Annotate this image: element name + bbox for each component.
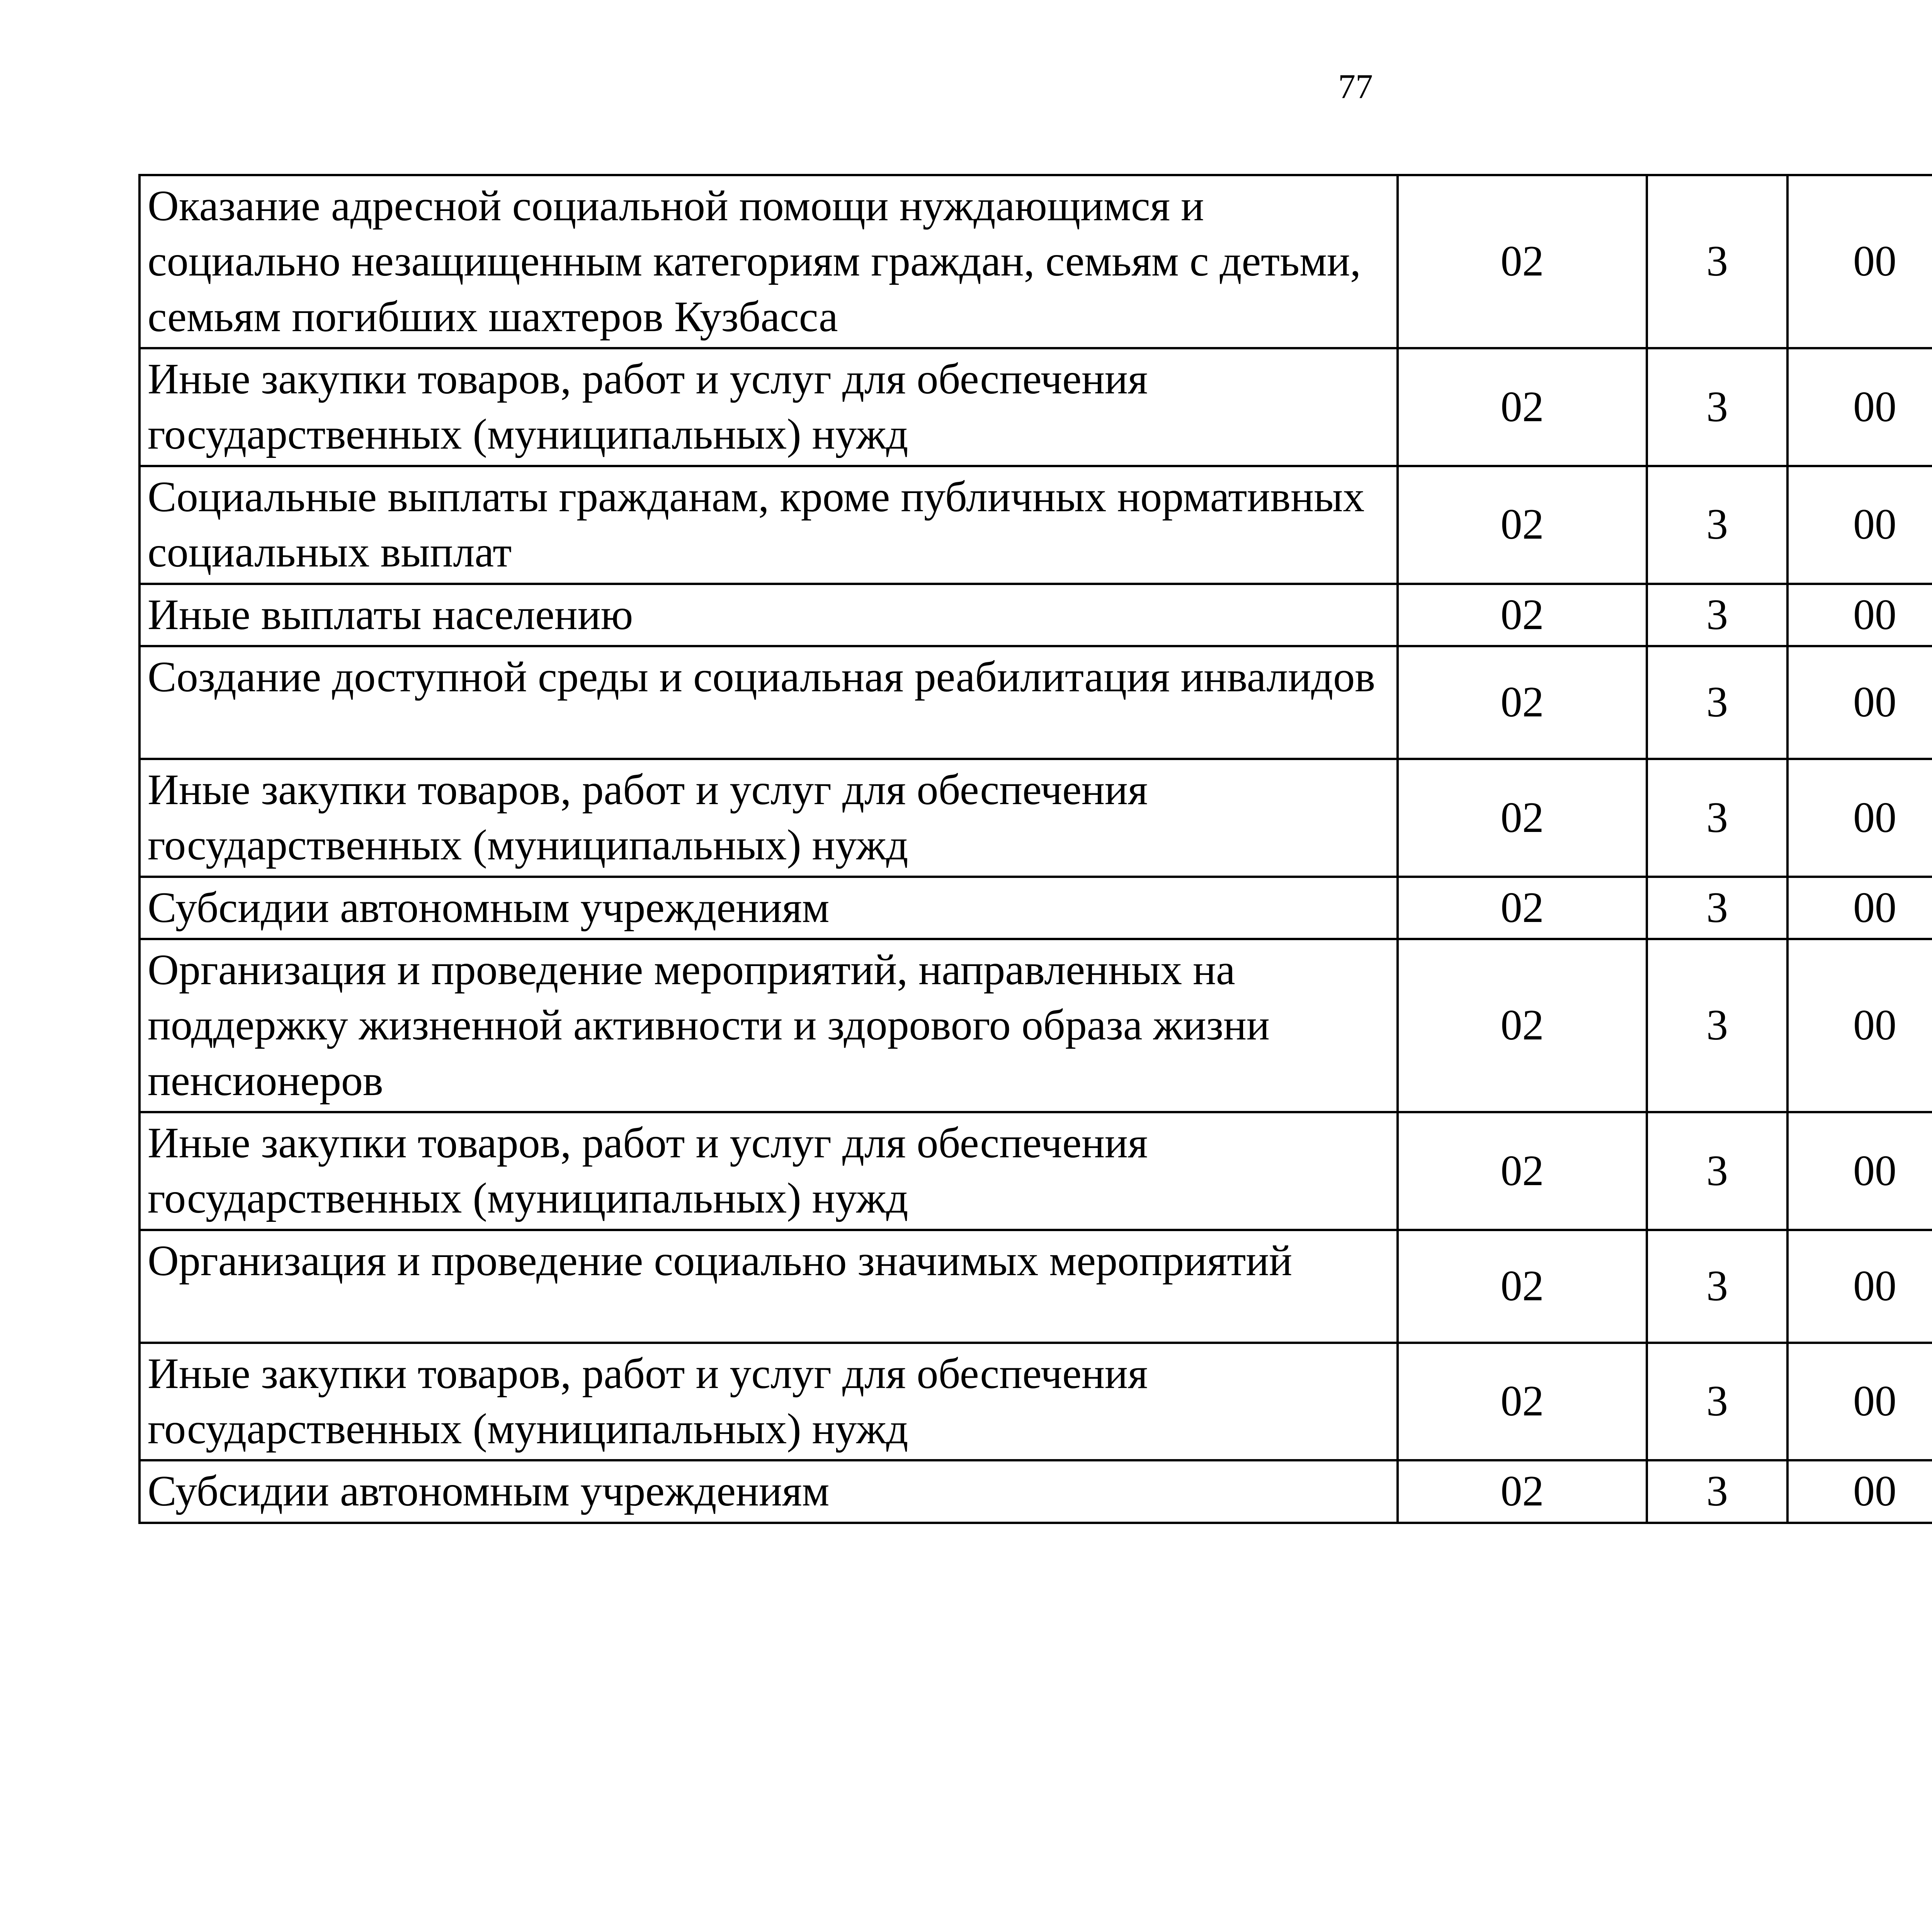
- row-code-3: 00: [1787, 584, 1932, 646]
- row-code-1: 02: [1398, 175, 1647, 348]
- row-code-1: 02: [1398, 1460, 1647, 1522]
- row-name: Субсидии автономным учреждениям: [139, 1460, 1398, 1522]
- row-code-1: 02: [1398, 1112, 1647, 1230]
- row-code-3: 00: [1787, 877, 1932, 939]
- table-row: [139, 1343, 1932, 1461]
- row-code-3: 00: [1787, 646, 1932, 759]
- row-name: Субсидии автономным учреждениям: [139, 877, 1398, 939]
- row-code-2: 3: [1647, 466, 1787, 584]
- table-row: [139, 348, 1932, 466]
- table-row: [139, 646, 1932, 759]
- row-code-1: 02: [1398, 759, 1647, 877]
- row-code-1: 02: [1398, 466, 1647, 584]
- row-name: Организация и проведение мероприятий, направленных на поддержку жизненной активности и здорового образа жизни пенсионеров: [139, 939, 1398, 1112]
- row-code-3: 00: [1787, 1230, 1932, 1343]
- row-name: Иные выплаты населению: [139, 584, 1398, 646]
- row-name: Социальные выплаты гражданам, кроме публичных нормативных социальных выплат: [139, 466, 1398, 584]
- row-code-2: 3: [1647, 1343, 1787, 1461]
- row-code-3: 00: [1787, 348, 1932, 466]
- row-name: Оказание адресной социальной помощи нуждающимся и социально незащищенным категориям граждан, семьям с детьми, семьям погибших шахтеров Кузбасса: [139, 175, 1398, 348]
- row-code-2: 3: [1647, 939, 1787, 1112]
- row-code-1: 02: [1398, 939, 1647, 1112]
- table-row: [139, 877, 1932, 939]
- row-code-2: 3: [1647, 1460, 1787, 1522]
- row-code-2: 3: [1647, 877, 1787, 939]
- row-code-2: 3: [1647, 175, 1787, 348]
- row-name: Создание доступной среды и социальная реабилитация инвалидов: [139, 646, 1398, 759]
- row-code-1: 02: [1398, 646, 1647, 759]
- row-code-3: 00: [1787, 939, 1932, 1112]
- row-code-2: 3: [1647, 1112, 1787, 1230]
- row-code-1: 02: [1398, 1230, 1647, 1343]
- row-code-1: 02: [1398, 877, 1647, 939]
- row-name: Иные закупки товаров, работ и услуг для обеспечения государственных (муниципальных) нужд: [139, 1112, 1398, 1230]
- row-code-2: 3: [1647, 759, 1787, 877]
- row-code-3: 00: [1787, 466, 1932, 584]
- table-row: [139, 175, 1932, 348]
- row-code-2: 3: [1647, 584, 1787, 646]
- table-row: [139, 466, 1932, 584]
- row-code-1: 02: [1398, 348, 1647, 466]
- row-name: Иные закупки товаров, работ и услуг для обеспечения государственных (муниципальных) нужд: [139, 348, 1398, 466]
- table-row: [139, 1112, 1932, 1230]
- row-code-1: 02: [1398, 584, 1647, 646]
- row-code-3: 00: [1787, 759, 1932, 877]
- row-code-3: 00: [1787, 1460, 1932, 1522]
- row-name: Иные закупки товаров, работ и услуг для обеспечения государственных (муниципальных) нужд: [139, 1343, 1398, 1461]
- table-row: [139, 1230, 1932, 1343]
- row-code-1: 02: [1398, 1343, 1647, 1461]
- table-row: [139, 759, 1932, 877]
- row-code-3: 00: [1787, 1343, 1932, 1461]
- row-name: Организация и проведение социально значимых мероприятий: [139, 1230, 1398, 1343]
- table-row: [139, 584, 1932, 646]
- page-number: 77: [1338, 68, 1373, 106]
- row-code-2: 3: [1647, 348, 1787, 466]
- row-name: Иные закупки товаров, работ и услуг для обеспечения государственных (муниципальных) нужд: [139, 759, 1398, 877]
- row-code-3: 00: [1787, 1112, 1932, 1230]
- row-code-3: 00: [1787, 175, 1932, 348]
- table-row: [139, 1460, 1932, 1522]
- row-code-2: 3: [1647, 646, 1787, 759]
- budget-table: [138, 174, 1932, 1524]
- row-code-2: 3: [1647, 1230, 1787, 1343]
- table-row: [139, 939, 1932, 1112]
